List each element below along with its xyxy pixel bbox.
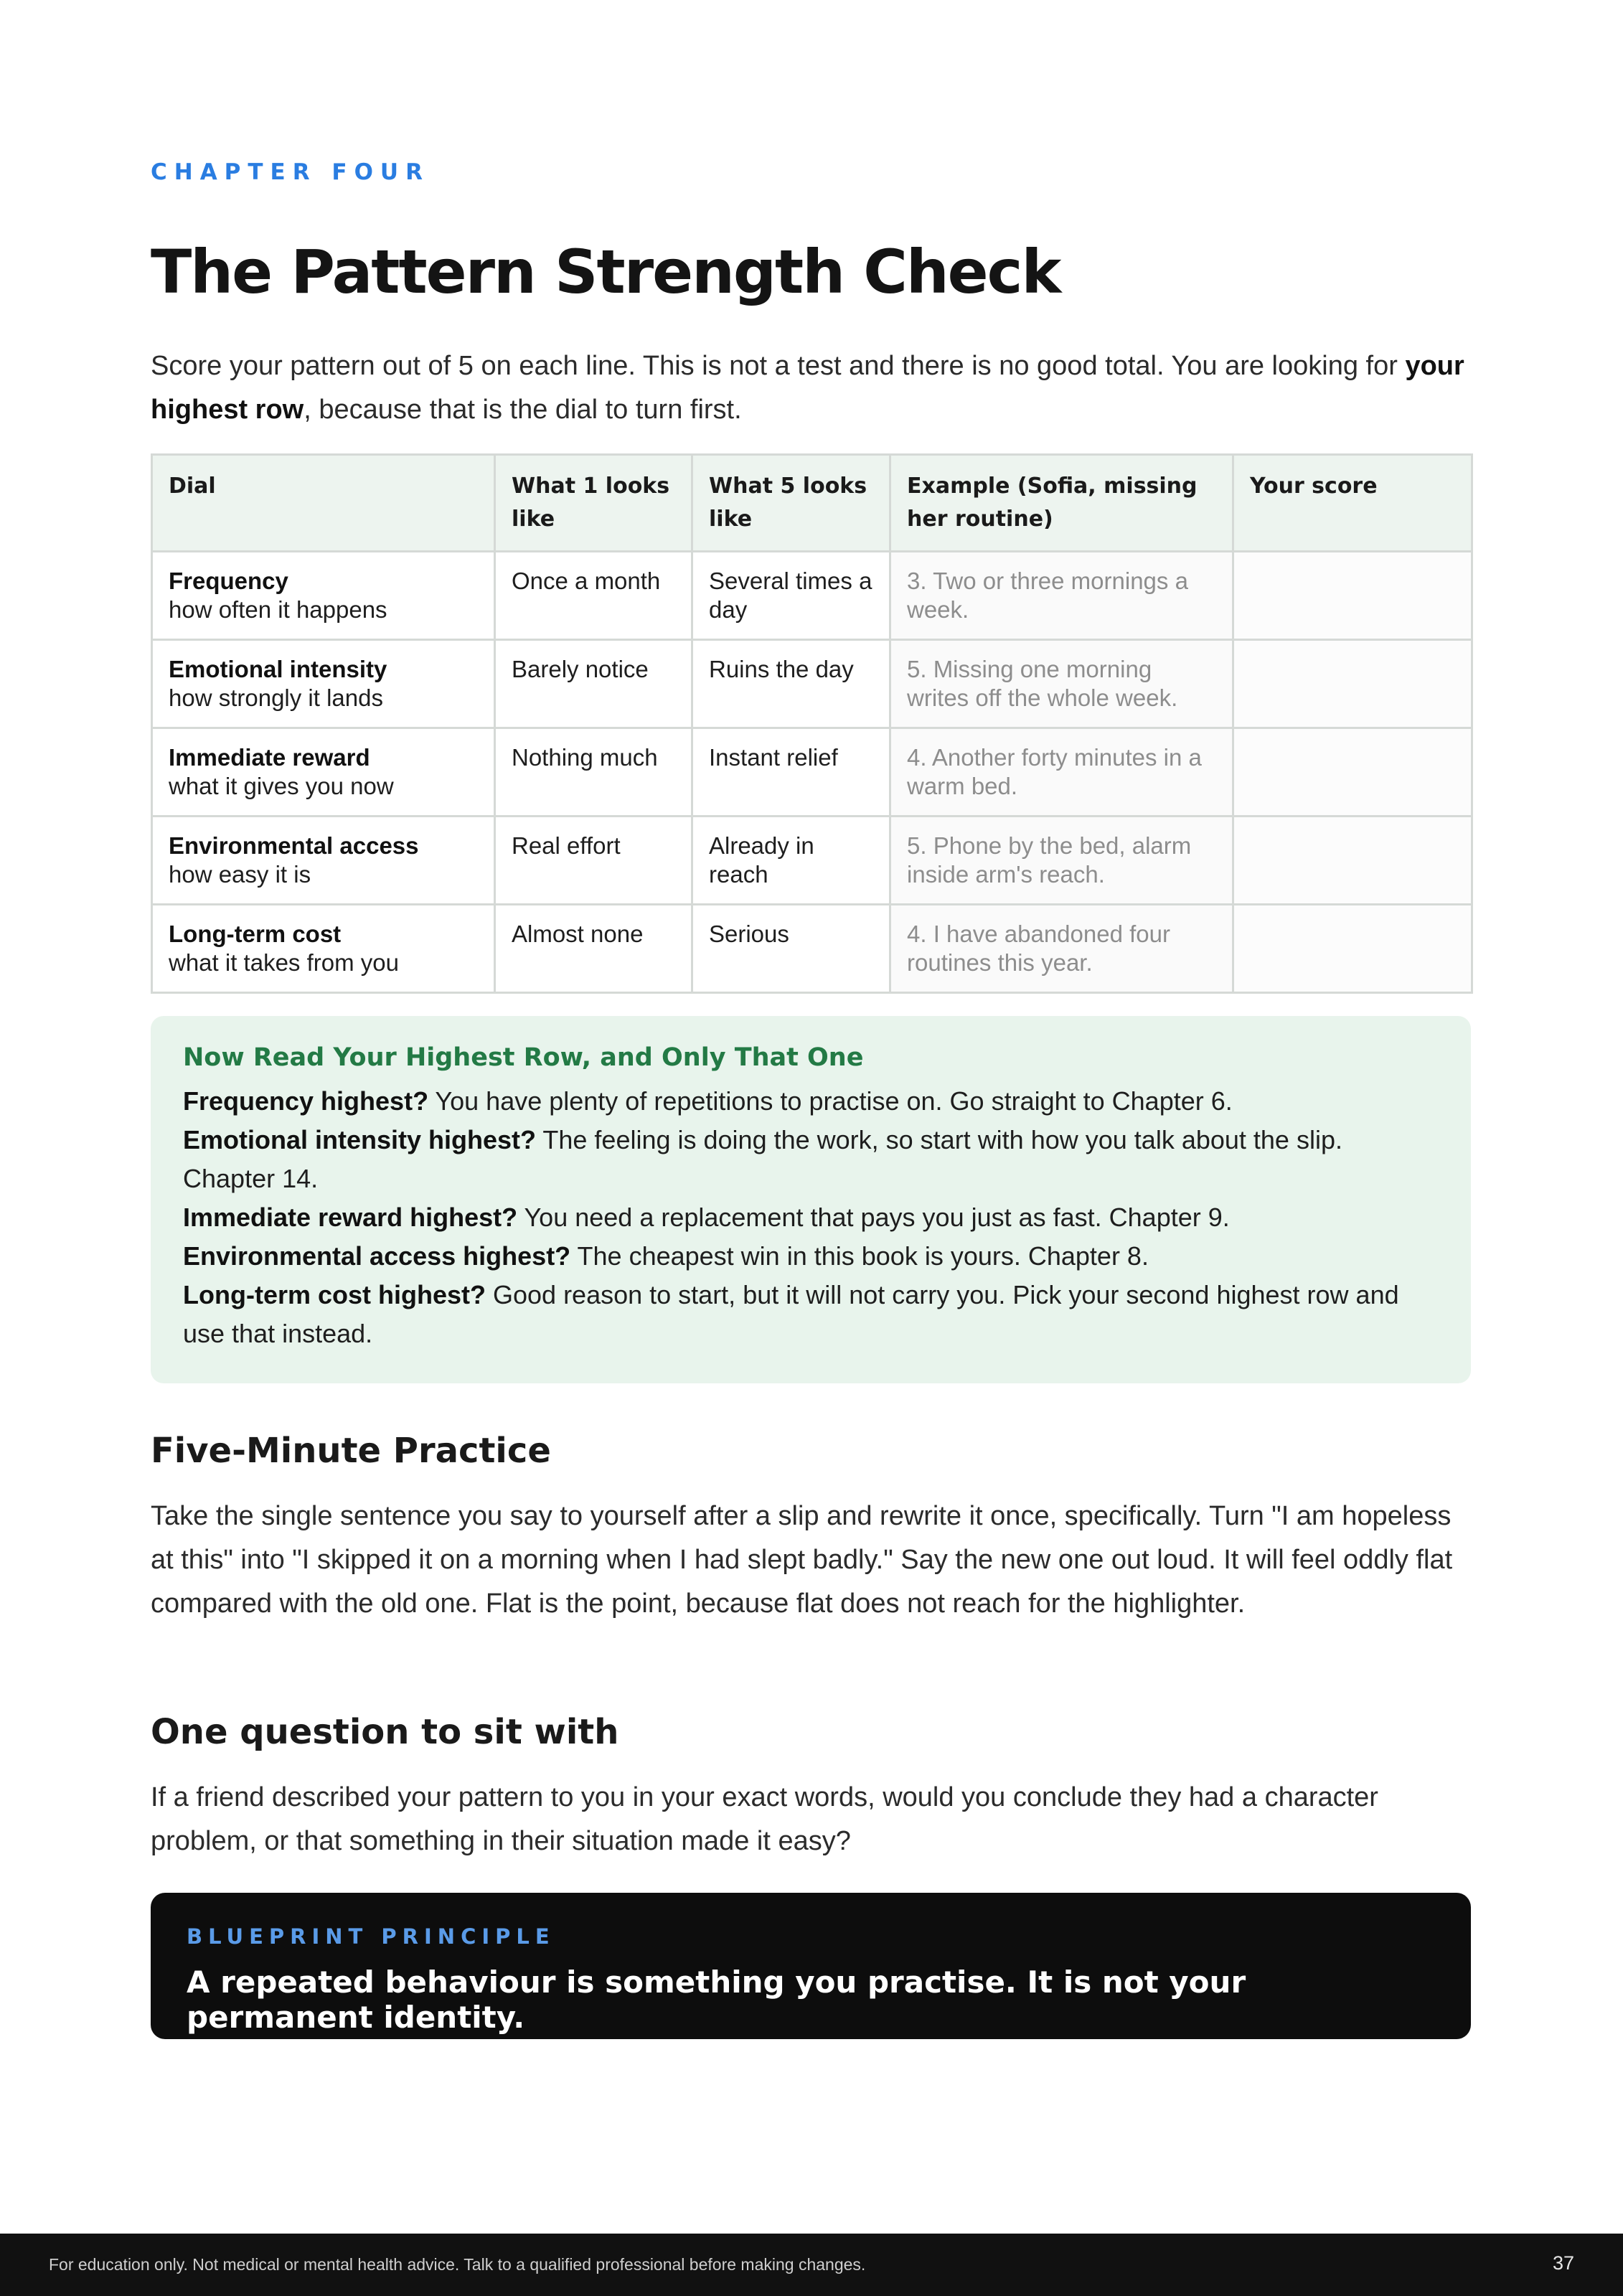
example-cell: 4. Another forty minutes in a warm bed. bbox=[890, 728, 1233, 817]
column-header-high: What 5 looks like bbox=[692, 455, 890, 552]
callout-item bbox=[183, 1237, 1439, 1276]
dial-cell bbox=[152, 640, 495, 728]
dial-name: Immediate reward bbox=[169, 744, 370, 771]
page-number: 37 bbox=[1552, 2252, 1574, 2274]
intro-bold: your highest row bbox=[151, 351, 1464, 425]
dial-description: how easy it is bbox=[169, 861, 311, 888]
dial-cell bbox=[152, 905, 495, 993]
column-header-score: Your score bbox=[1233, 455, 1472, 552]
table-row bbox=[152, 817, 1472, 905]
practice-heading: Five-Minute Practice bbox=[151, 1431, 551, 1471]
score-cell[interactable] bbox=[1233, 905, 1472, 993]
callout-item-text: You have plenty of repetitions to practise on. Go straight to Chapter 6. bbox=[428, 1086, 1233, 1116]
page-title: The Pattern Strength Check bbox=[151, 237, 1060, 307]
table-header-row bbox=[152, 455, 1472, 552]
chapter-label: CHAPTER FOUR bbox=[151, 159, 430, 185]
dial-description: how often it happens bbox=[169, 596, 387, 623]
principle-text: A repeated behaviour is something you practise. It is not your permanent identity. bbox=[187, 1965, 1246, 2035]
callout-item-lead: Immediate reward highest? bbox=[183, 1203, 518, 1232]
low-cell: Barely notice bbox=[495, 640, 692, 728]
dial-name: Emotional intensity bbox=[169, 656, 387, 682]
callout-item-text: The cheapest win in this book is yours. Chapter 8. bbox=[570, 1241, 1149, 1271]
highest-row-callout bbox=[151, 1016, 1471, 1383]
callout-item-lead: Frequency highest? bbox=[183, 1086, 429, 1116]
dial-cell bbox=[152, 817, 495, 905]
practice-paragraph: Take the single sentence you say to yourself after a slip and rewrite it once, specifically. Turn "I am hopeless at this" into "I skipped it on a morning when I had slept badly." Say the new one out loud. It will feel oddly flat compared with the old one. Flat is the point, because flat does not reach for the highlighter. bbox=[151, 1501, 1453, 1619]
question-heading: One question to sit with bbox=[151, 1712, 619, 1752]
low-cell: Nothing much bbox=[495, 728, 692, 817]
dial-description: how strongly it lands bbox=[169, 684, 383, 711]
low-cell: Once a month bbox=[495, 552, 692, 640]
callout-item-lead: Long-term cost highest? bbox=[183, 1280, 486, 1309]
example-cell: 3. Two or three mornings a week. bbox=[890, 552, 1233, 640]
dial-name: Long-term cost bbox=[169, 921, 342, 947]
dial-description: what it gives you now bbox=[169, 773, 394, 799]
table-row bbox=[152, 552, 1472, 640]
callout-item bbox=[183, 1121, 1439, 1198]
callout-item bbox=[183, 1082, 1439, 1121]
intro-text-start: Score your pattern out of 5 on each line. This is not a test and there is no good total. You are looking for bbox=[151, 351, 1406, 381]
callout-item-text: Good reason to start, but it will not carry you. Pick your second highest row and use that instead. bbox=[183, 1280, 1399, 1348]
high-cell: Several times a day bbox=[692, 552, 890, 640]
callout-title: Now Read Your Highest Row, and Only That One bbox=[183, 1043, 864, 1072]
table-row bbox=[152, 905, 1472, 993]
footer-disclaimer: For education only. Not medical or mental health advice. Talk to a qualified professional before making changes. bbox=[49, 2255, 866, 2274]
table-row bbox=[152, 640, 1472, 728]
dial-cell bbox=[152, 552, 495, 640]
intro-text-end: , because that is the dial to turn first. bbox=[304, 395, 742, 425]
example-cell: 4. I have abandoned four routines this year. bbox=[890, 905, 1233, 993]
intro-paragraph bbox=[151, 344, 1471, 432]
high-cell: Ruins the day bbox=[692, 640, 890, 728]
high-cell: Already in reach bbox=[692, 817, 890, 905]
callout-item-lead: Emotional intensity highest? bbox=[183, 1125, 537, 1154]
score-cell[interactable] bbox=[1233, 640, 1472, 728]
column-header-dial: Dial bbox=[152, 455, 495, 552]
score-cell[interactable] bbox=[1233, 552, 1472, 640]
page-footer bbox=[0, 2234, 1623, 2296]
question-paragraph: If a friend described your pattern to you in your exact words, would you conclude they had a character problem, or that something in their situation made it easy? bbox=[151, 1782, 1378, 1856]
callout-item-text: You need a replacement that pays you just as fast. Chapter 9. bbox=[517, 1203, 1230, 1232]
table-row bbox=[152, 728, 1472, 817]
callout-item bbox=[183, 1198, 1439, 1237]
column-header-low: What 1 looks like bbox=[495, 455, 692, 552]
score-cell[interactable] bbox=[1233, 728, 1472, 817]
dial-description: what it takes from you bbox=[169, 949, 399, 976]
callout-item-text: The feeling is doing the work, so start with how you talk about the slip. Chapter 14. bbox=[183, 1125, 1342, 1193]
blueprint-principle-box bbox=[151, 1893, 1471, 2039]
callout-item-lead: Environmental access highest? bbox=[183, 1241, 571, 1271]
dial-cell bbox=[152, 728, 495, 817]
high-cell: Serious bbox=[692, 905, 890, 993]
low-cell: Almost none bbox=[495, 905, 692, 993]
low-cell: Real effort bbox=[495, 817, 692, 905]
high-cell: Instant relief bbox=[692, 728, 890, 817]
pattern-strength-table bbox=[151, 453, 1473, 994]
dial-name: Frequency bbox=[169, 568, 288, 594]
score-cell[interactable] bbox=[1233, 817, 1472, 905]
principle-label: BLUEPRINT PRINCIPLE bbox=[187, 1924, 555, 1949]
example-cell: 5. Missing one morning writes off the whole week. bbox=[890, 640, 1233, 728]
callout-item bbox=[183, 1276, 1439, 1353]
column-header-example: Example (Sofia, missing her routine) bbox=[890, 455, 1233, 552]
dial-name: Environmental access bbox=[169, 832, 419, 859]
example-cell: 5. Phone by the bed, alarm inside arm's reach. bbox=[890, 817, 1233, 905]
